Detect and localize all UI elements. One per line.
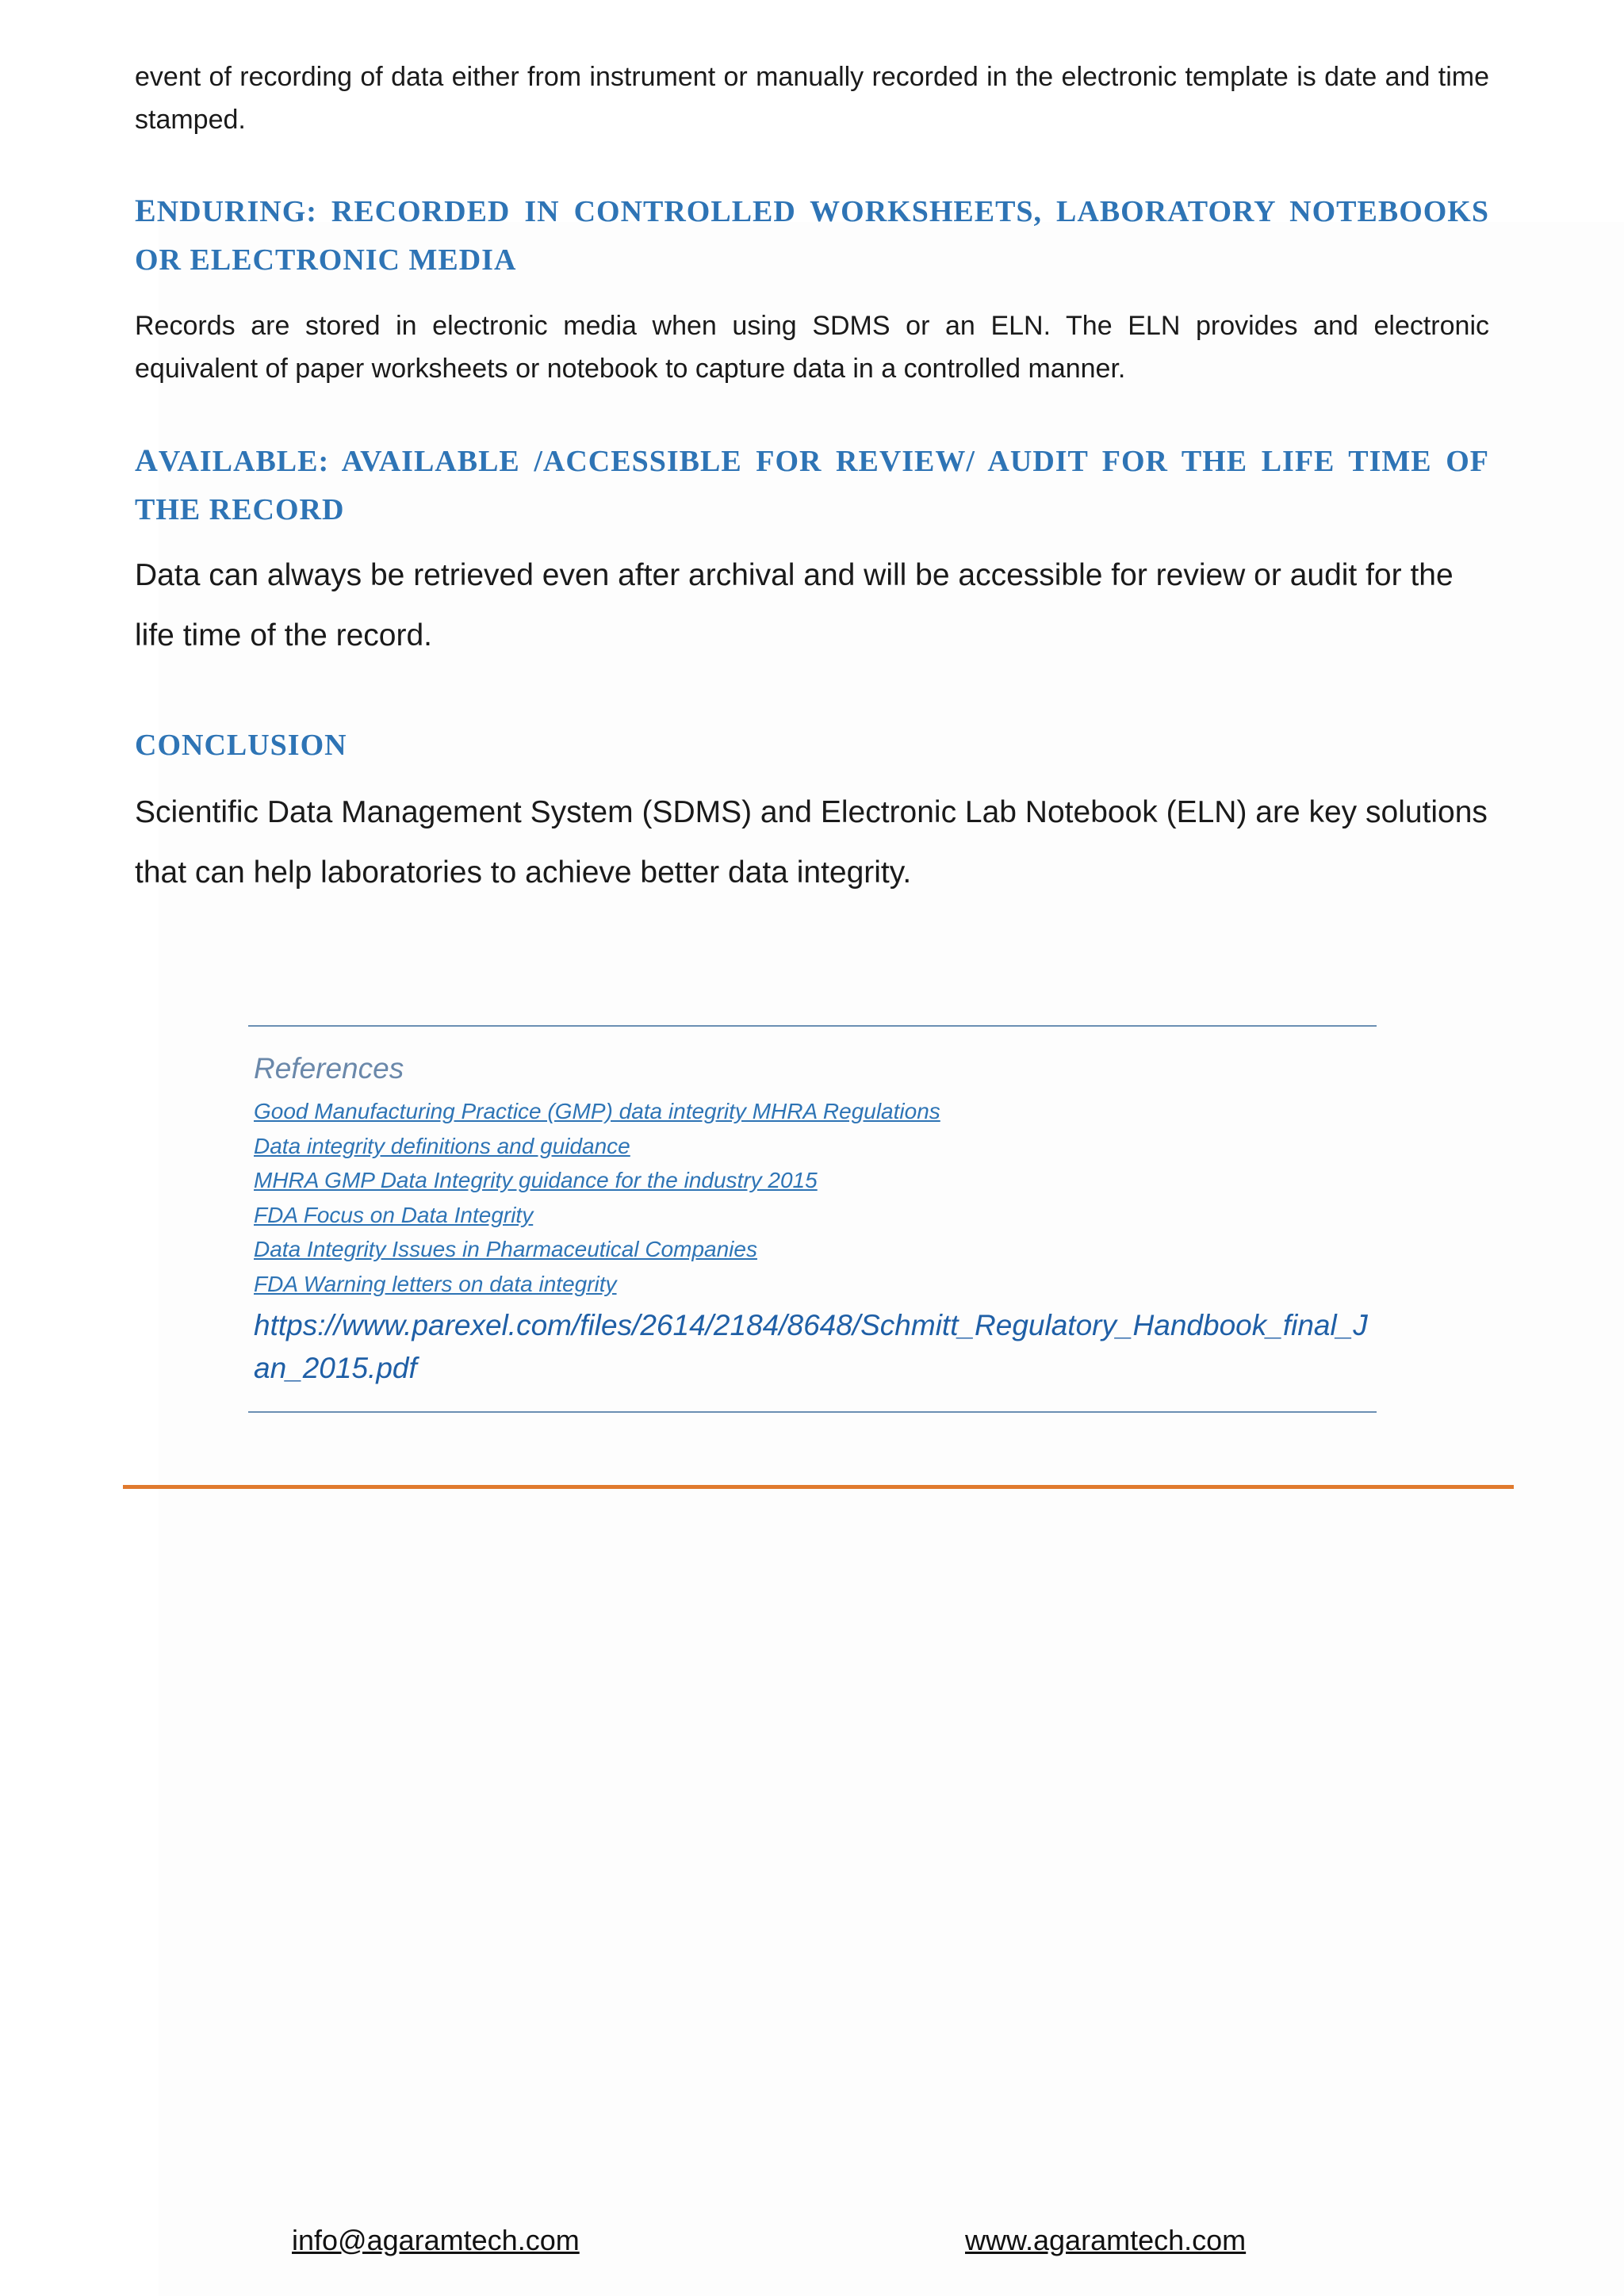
references-bottom-divider (248, 1411, 1377, 1413)
intro-paragraph: event of recording of data either from instrument or manually recorded in the electronic template is date and time stamped. (135, 62, 1489, 135)
references-title: References (254, 1052, 404, 1085)
footer-website-link[interactable]: www.agaramtech.com (965, 2224, 1247, 2256)
reference-link-fda-warning[interactable]: FDA Warning letters on data integrity (254, 1271, 617, 1296)
orange-divider (123, 1485, 1514, 1489)
reference-link-fda-focus[interactable]: FDA Focus on Data Integrity (254, 1202, 534, 1227)
heading-conclusion: CONCLUSION (135, 729, 347, 762)
heading-enduring (135, 186, 1489, 285)
heading-enduring-initial: E (135, 193, 157, 228)
footer-email-link[interactable]: info@agaramtech.com (292, 2224, 580, 2256)
reference-url-parexel[interactable]: https://www.parexel.com/files/2614/2184/8648/Schmitt_Regulatory_Handbook_final_Jan_2015.pdf (254, 1309, 1368, 1384)
conclusion-paragraph: Scientific Data Management System (SDMS) and Electronic Lab Notebook (ELN) are key solutions that can help laboratories to achieve better data integrity. (135, 795, 1488, 890)
references-top-divider (248, 1025, 1377, 1027)
references-block (254, 1047, 1380, 1390)
heading-available (135, 436, 1489, 534)
reference-link-pharma-issues[interactable]: Data Integrity Issues in Pharmaceutical Companies (254, 1237, 757, 1261)
enduring-paragraph: Records are stored in electronic media when using SDMS or an ELN. The ELN provides and electronic equivalent of paper worksheets or notebook to capture data in a controlled manner. (135, 311, 1489, 384)
heading-available-text: VAILABLE: AVAILABLE /ACCESSIBLE FOR REVIEW/ AUDIT FOR THE LIFE TIME OF THE RECORD (135, 445, 1489, 526)
available-paragraph: Data can always be retrieved even after archival and will be accessible for review or audit for the life time of the record. (135, 558, 1454, 652)
reference-link-definitions[interactable]: Data integrity definitions and guidance (254, 1133, 630, 1158)
reference-link-gmp-mhra[interactable]: Good Manufacturing Practice (GMP) data integrity MHRA Regulations (254, 1099, 940, 1123)
reference-link-mhra-guidance[interactable]: MHRA GMP Data Integrity guidance for the industry 2015 (254, 1168, 818, 1192)
heading-enduring-text: NDURING: RECORDED IN CONTROLLED WORKSHEETS, LABORATORY NOTEBOOKS OR ELECTRONIC MEDIA (135, 195, 1489, 277)
heading-available-initial: A (135, 442, 159, 478)
